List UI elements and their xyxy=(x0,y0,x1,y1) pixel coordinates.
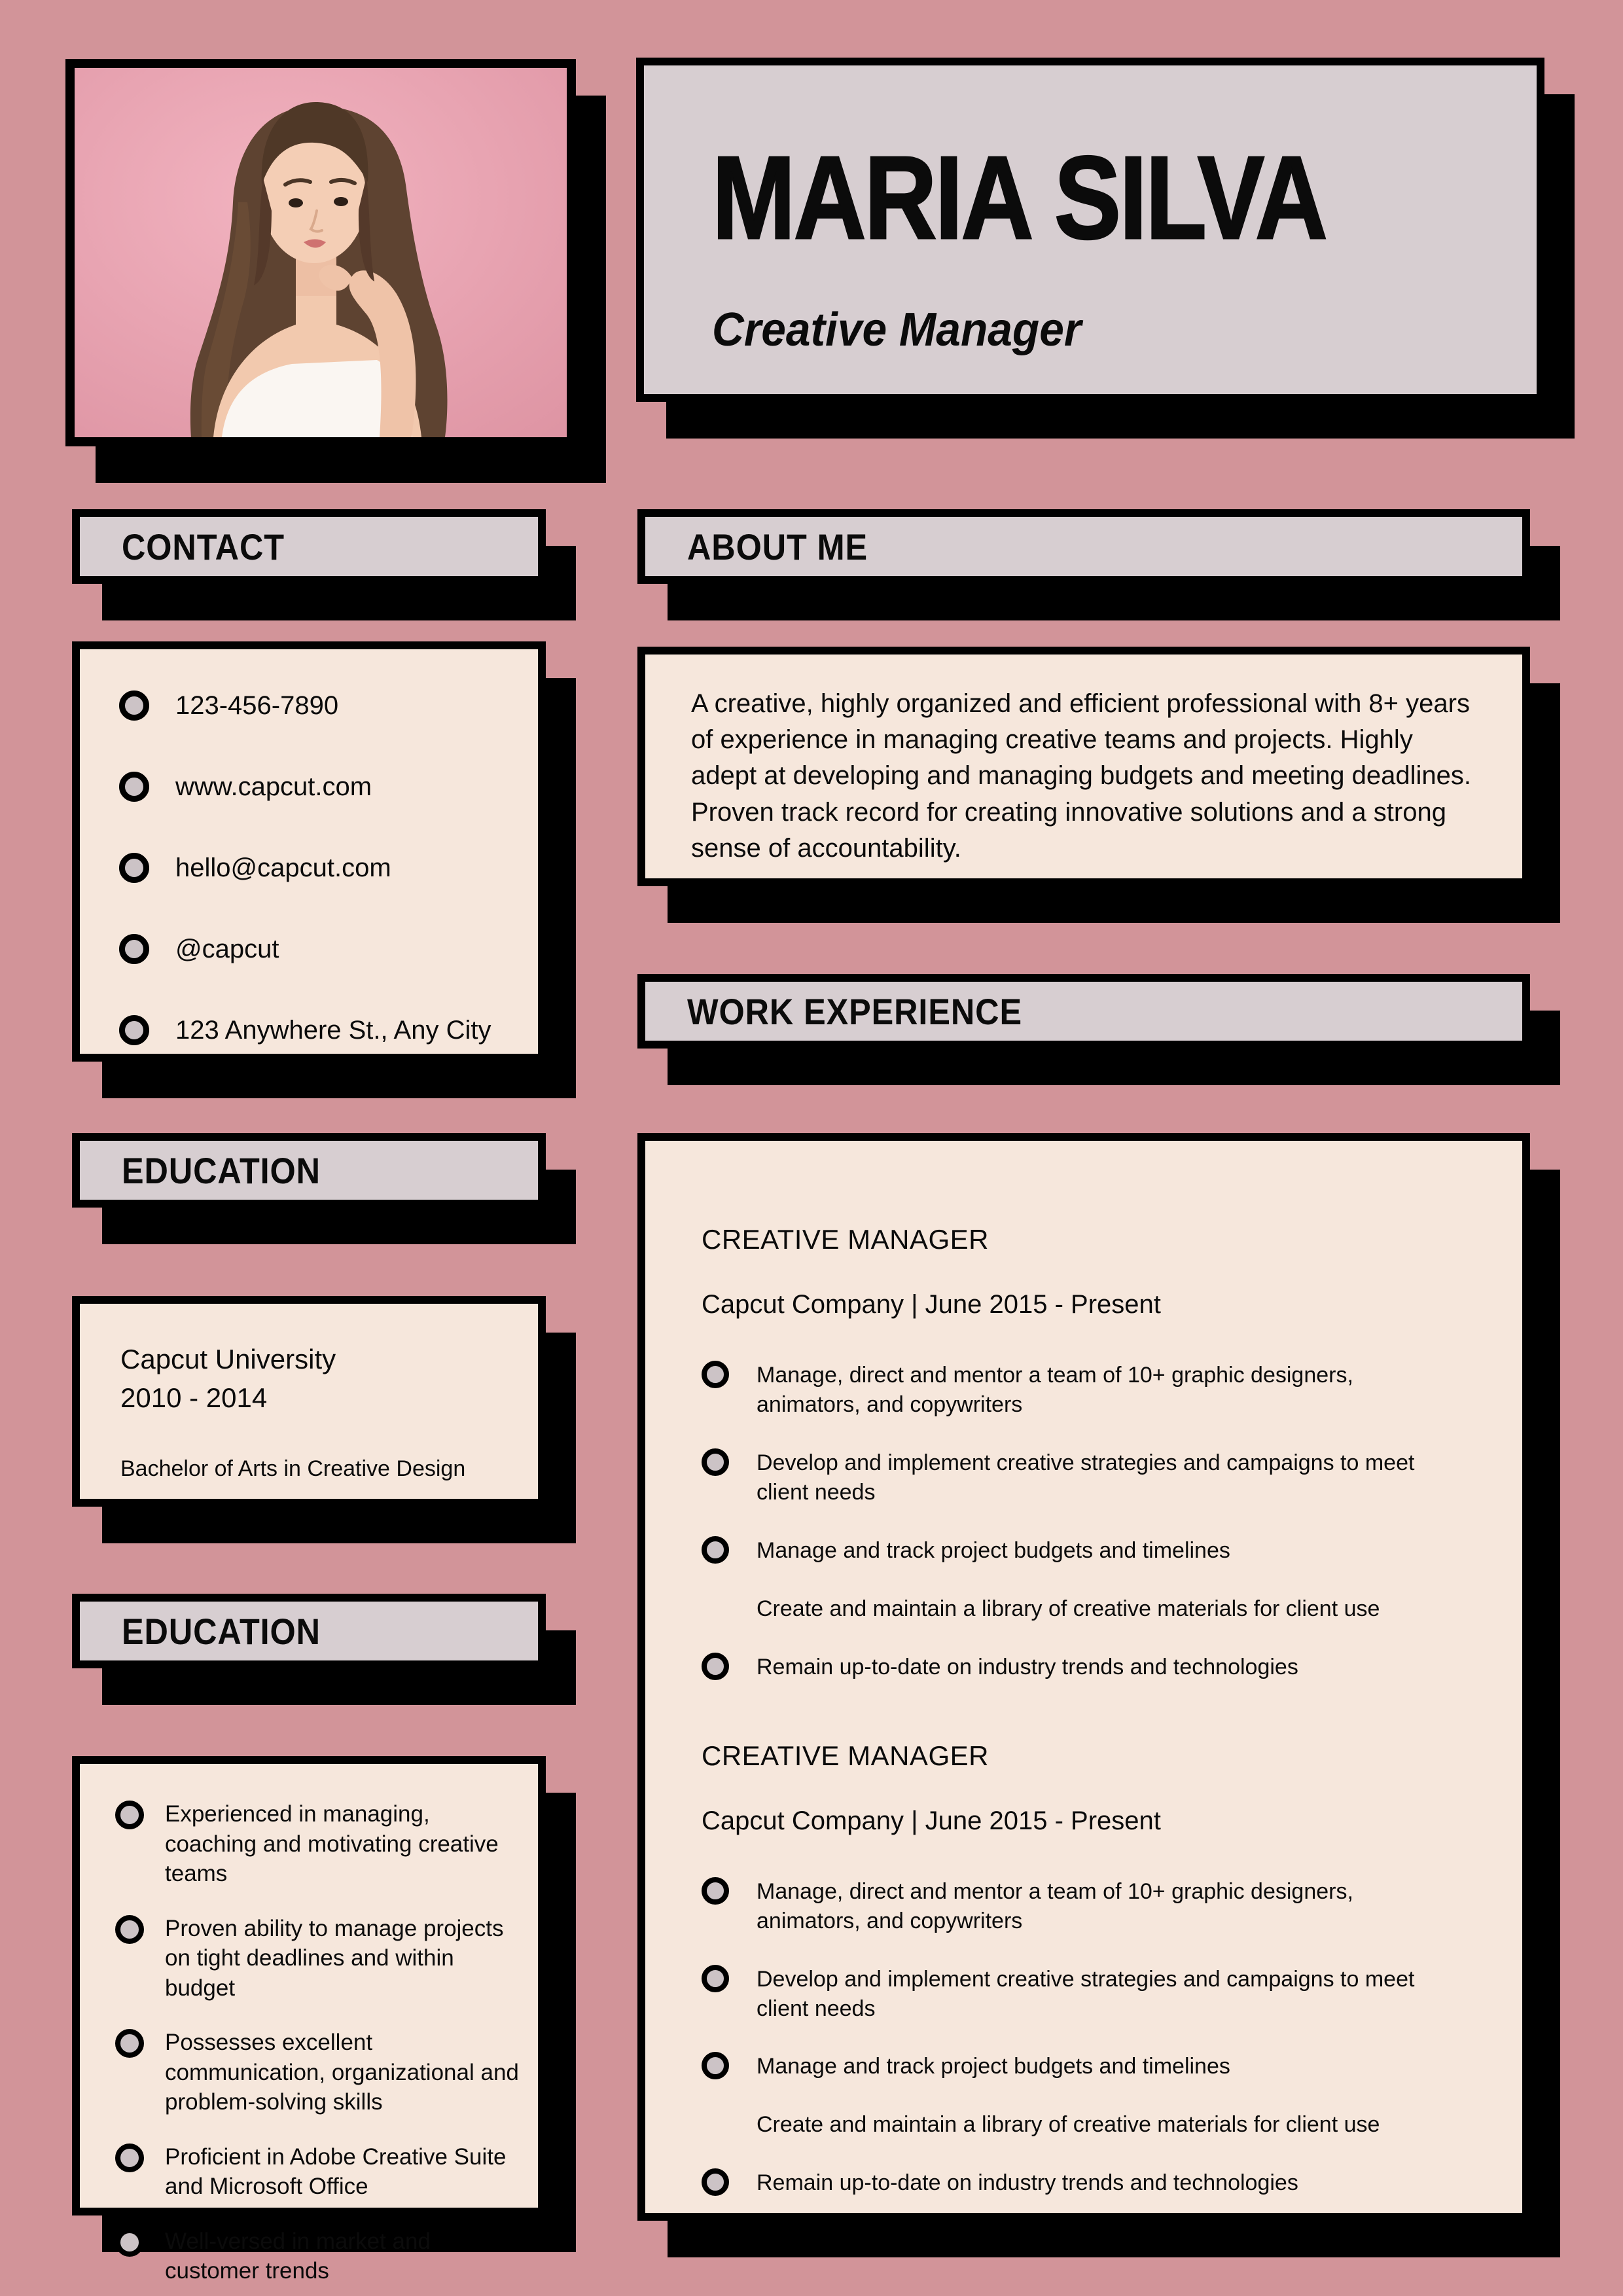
about-text: A creative, highly organized and efficient professional with 8+ years of experience in managing creative teams and projects. Highly adept at developing and managing budgets and meeting deadlines. Proven track record for creating innovative solutions and a strong sense of accountability. xyxy=(691,689,1472,863)
skill-item-label: Possesses excellent communication, organizational and problem-solving skills xyxy=(165,2030,519,2115)
job-title: CREATIVE MANAGER xyxy=(702,1224,989,1255)
work-card xyxy=(637,1133,1530,2221)
circle-bullet-icon xyxy=(115,2144,144,2172)
job-bullet-text: Develop and implement creative strategies and campaigns to meet client needs xyxy=(757,1966,1415,2021)
education-card xyxy=(72,1296,546,1507)
skill-item-label: Proven ability to manage projects on tight deadlines and within budget xyxy=(165,1915,504,2001)
skill-item-label: Proficient in Adobe Creative Suite and Microsoft Office xyxy=(165,2144,507,2199)
skill-item xyxy=(115,1914,527,2003)
job-bullet-text: Remain up-to-date on industry trends and technologies xyxy=(757,1654,1298,1679)
contact-item-website xyxy=(119,771,518,802)
circle-bullet-icon xyxy=(115,1801,144,1829)
job-bullet-list xyxy=(702,1361,1486,1681)
education-section-header xyxy=(72,1133,546,1208)
skill-item xyxy=(115,2028,527,2117)
circle-bullet-icon xyxy=(702,1877,729,1905)
contact-card xyxy=(72,641,546,1062)
about-card xyxy=(637,647,1530,886)
contact-item-label: 123 Anywhere St., Any City xyxy=(175,1016,491,1045)
education-school: Capcut University xyxy=(120,1344,336,1374)
job-entry xyxy=(702,1740,1486,2198)
contact-item-phone xyxy=(119,690,518,721)
about-section-header xyxy=(637,509,1530,584)
job-bullet xyxy=(702,1877,1454,1936)
circle-bullet-icon xyxy=(119,772,149,802)
circle-bullet-icon xyxy=(702,1361,729,1388)
contact-item-label: @capcut xyxy=(175,935,279,963)
circle-bullet-icon xyxy=(119,853,149,883)
job-bullet xyxy=(702,2110,1454,2140)
circle-bullet-icon xyxy=(119,1015,149,1045)
skill-item xyxy=(115,1799,527,1889)
circle-bullet-icon xyxy=(702,1448,729,1476)
job-bullet-text: Manage and track project budgets and timelines xyxy=(757,2054,1230,2079)
job-company-dates: Capcut Company | June 2015 - Present xyxy=(702,1806,1161,1835)
job-bullet-text: Develop and implement creative strategies and campaigns to meet client needs xyxy=(757,1450,1415,1505)
job-bullet-text: Manage and track project budgets and timelines xyxy=(757,1537,1230,1563)
job-bullet-text: Manage, direct and mentor a team of 10+ graphic designers, animators, and copywriters xyxy=(757,1878,1353,1933)
job-bullet-text: Manage, direct and mentor a team of 10+ graphic designers, animators, and copywriters xyxy=(757,1363,1353,1418)
circle-bullet-icon xyxy=(702,1536,729,1564)
job-bullet-text: Create and maintain a library of creative materials for client use xyxy=(757,1596,1380,1621)
name-card xyxy=(636,58,1544,402)
skills-section-header xyxy=(72,1594,546,1668)
job-bullet xyxy=(702,1965,1454,2024)
job-bullet xyxy=(702,2168,1454,2198)
job-bullet xyxy=(702,1361,1454,1420)
job-company-dates: Capcut Company | June 2015 - Present xyxy=(702,1290,1161,1319)
about-header-label: ABOUT ME xyxy=(687,526,868,567)
job-title: CREATIVE MANAGER xyxy=(702,1740,989,1771)
contact-item-address xyxy=(119,1014,518,1046)
circle-bullet-icon xyxy=(115,2029,144,2058)
circle-bullet-icon xyxy=(702,1965,729,1992)
circle-bullet-icon xyxy=(119,691,149,721)
circle-bullet-icon xyxy=(702,1653,729,1680)
circle-bullet-icon xyxy=(702,2168,729,2196)
job-bullet xyxy=(702,1653,1454,1682)
contact-item-email xyxy=(119,852,518,884)
skill-item xyxy=(115,2227,527,2286)
portrait-photo xyxy=(75,68,567,437)
contact-header-label: CONTACT xyxy=(122,526,285,567)
contact-section-header xyxy=(72,509,546,584)
job-bullet xyxy=(702,1536,1454,1566)
person-name: MARIA SILVA xyxy=(712,132,1327,264)
education-header-label: EDUCATION xyxy=(122,1149,321,1191)
work-section-header xyxy=(637,974,1530,1049)
job-bullet-text: Remain up-to-date on industry trends and technologies xyxy=(757,2170,1298,2196)
person-role: Creative Manager xyxy=(712,304,1082,356)
job-entry xyxy=(702,1223,1486,1682)
circle-bullet-icon xyxy=(115,2228,144,2257)
job-bullet xyxy=(702,1594,1454,1624)
job-bullet xyxy=(702,1448,1454,1507)
contact-item-label: 123-456-7890 xyxy=(175,691,339,720)
profile-photo-frame xyxy=(65,59,576,446)
job-bullet xyxy=(702,2052,1454,2081)
job-bullet-list xyxy=(702,1877,1486,2198)
work-header-label: WORK EXPERIENCE xyxy=(687,990,1022,1032)
skill-item-label: Well-versed in market and customer trends xyxy=(165,2228,431,2284)
contact-item-social xyxy=(119,933,518,965)
skills-header-label: EDUCATION xyxy=(122,1610,321,1652)
education-years: 2010 - 2014 xyxy=(120,1382,268,1413)
job-bullet-text: Create and maintain a library of creative materials for client use xyxy=(757,2112,1380,2138)
circle-bullet-icon xyxy=(702,2052,729,2079)
skill-item xyxy=(115,2142,527,2202)
skills-card xyxy=(72,1756,546,2284)
circle-bullet-icon xyxy=(115,1915,144,1944)
skill-item-label: Experienced in managing, coaching and motivating creative teams xyxy=(165,1801,499,1886)
education-degree: Bachelor of Arts in Creative Design xyxy=(120,1456,466,1481)
contact-item-label: www.capcut.com xyxy=(175,772,372,801)
circle-bullet-icon xyxy=(119,934,149,964)
contact-item-label: hello@capcut.com xyxy=(175,853,391,882)
